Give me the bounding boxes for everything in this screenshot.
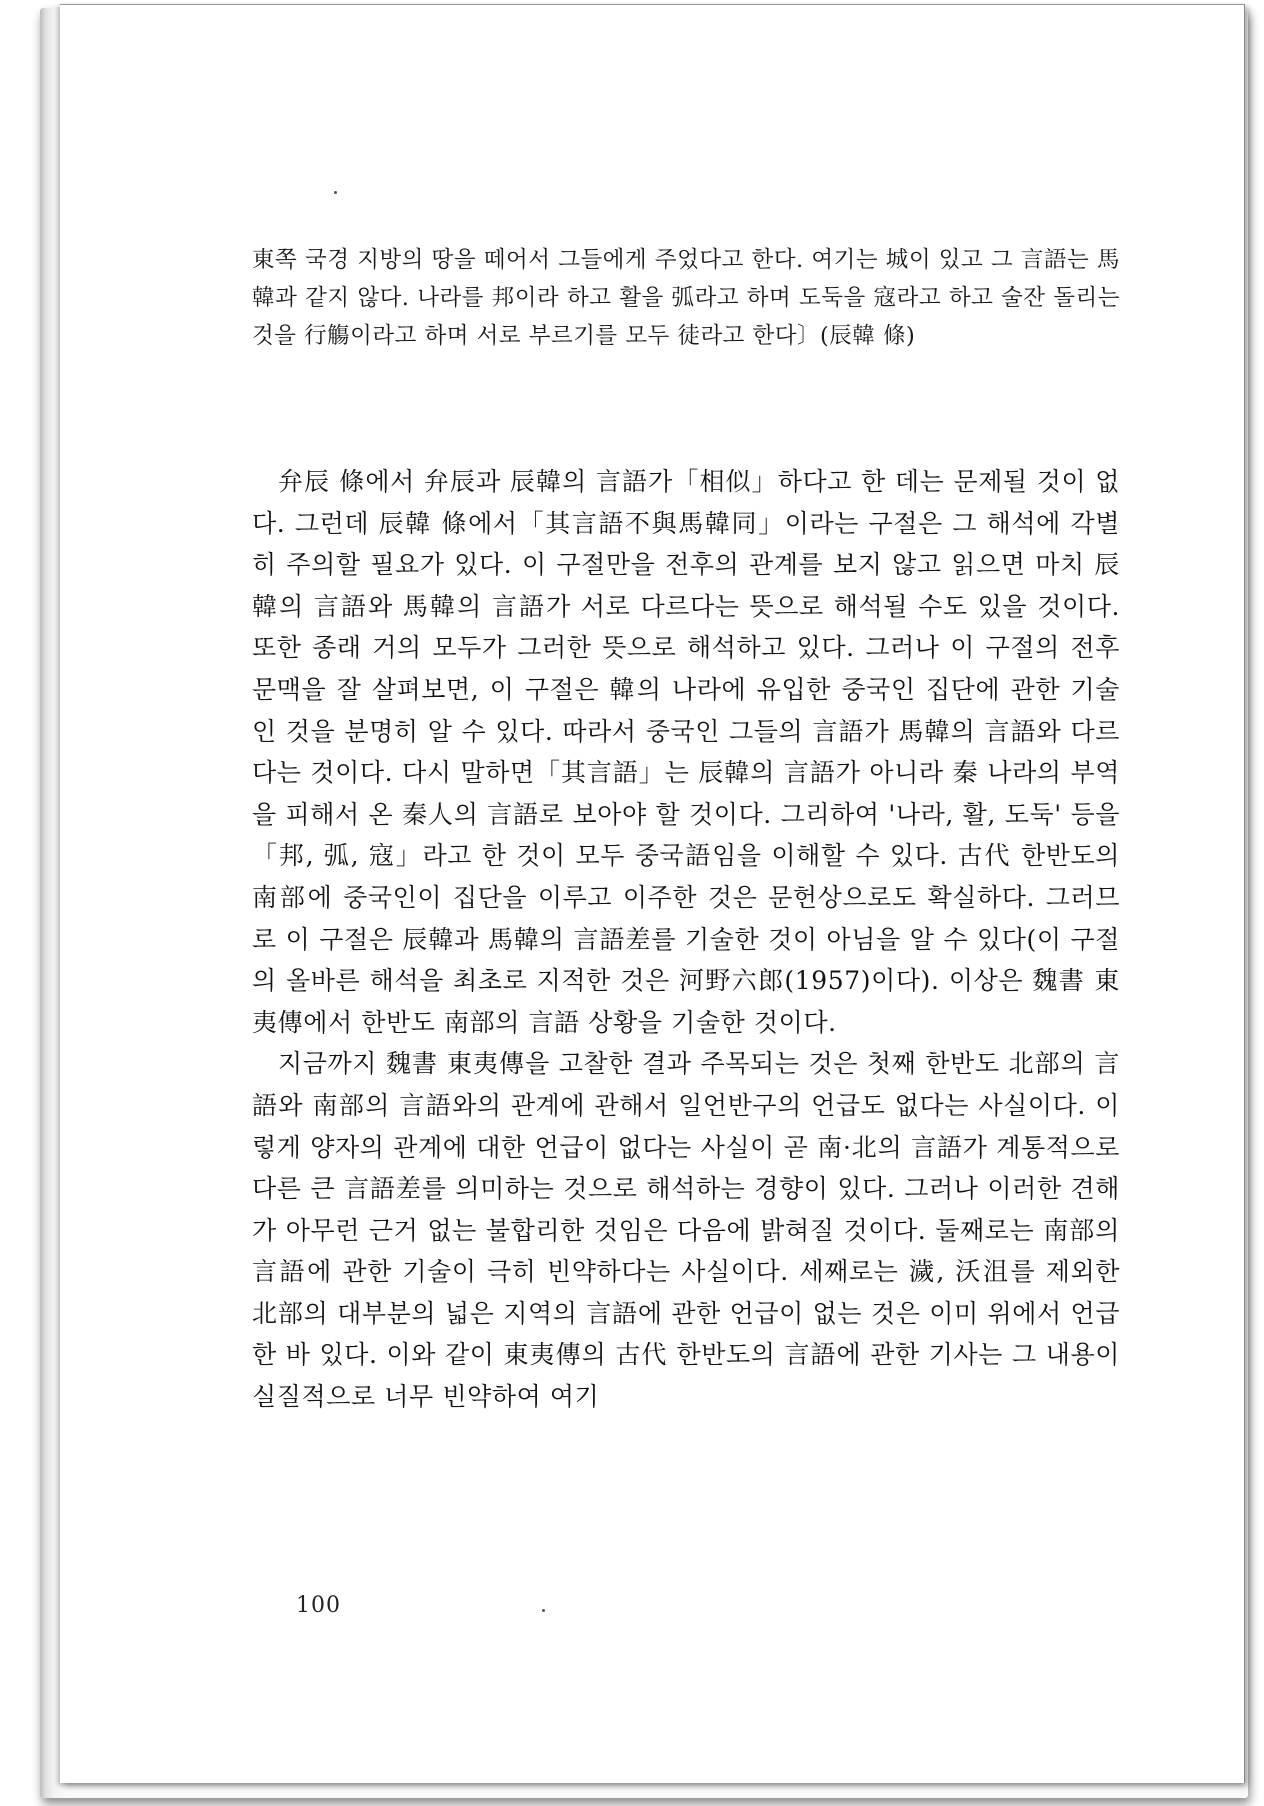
scan-speck [334, 191, 337, 194]
body-text [252, 461, 1120, 1418]
paragraph-1: 弁辰 條에서 弁辰과 辰韓의 言語가「相似」하다고 한 데는 문제될 것이 없다. 그런데 辰韓 條에서「其言語不與馬韓同」이라는 구절은 그 해석에 각별히 주의할 필요가 있다. 이 구절만을 전후의 관계를 보지 않고 읽으면 마치 辰韓의 言語와 馬韓의 言語가 서로 다르다는 뜻으로 해석될 수도 있을 것이다. 또한 종래 거의 모두가 그러한 뜻으로 해석하고 있다. 그러나 이 구절의 전후 문맥을 잘 살펴보면, 이 구절은 韓의 나라에 유입한 중국인 집단에 관한 기술인 것을 분명히 알 수 있다. 따라서 중국인 그들의 言語가 馬韓의 言語와 다르다는 것이다. 다시 말하면「其言語」는 辰韓의 言語가 아니라 秦 나라의 부역을 피해서 온 秦人의 言語로 보아야 할 것이다. 그리하여 '나라, 활, 도둑' 등을「邦, 弧, 寇」라고 한 것이 모두 중국語임을 이해할 수 있다. 古代 한반도의 南部에 중국인이 집단을 이루고 이주한 것은 문헌상으로도 확실하다. 그러므로 이 구절은 辰韓과 馬韓의 言語差를 기술한 것이 아님을 알 수 있다(이 구절의 올바른 해석을 최초로 지적한 것은 河野六郎(1957)이다). 이상은 魏書 東夷傳에서 한반도 南部의 言語 상황을 기술한 것이다. [252, 467, 1120, 1037]
page-number: 100 [296, 1593, 341, 1618]
paragraph-2: 지금까지 魏書 東夷傳을 고찰한 결과 주목되는 것은 첫째 한반도 北部의 言語와 南部의 言語와의 관계에 관해서 일언반구의 언급도 없다는 사실이다. 이렇게 양자의 관계에 대한 언급이 없다는 사실이 곧 南·北의 言語가 계통적으로 다른 큰 言語差를 의미하는 것으로 해석하는 경향이 있다. 그러나 이러한 견해가 아무런 근거 없는 불합리한 것임은 다음에 밝혀질 것이다. 둘째로는 南部의 言語에 관한 기술이 극히 빈약하다는 사실이다. 세째로는 濊, 沃沮를 제외한 北部의 대부분의 넓은 지역의 言語에 관한 언급이 없는 것은 이미 위에서 언급한 바 있다. 이와 같이 東夷傳의 古代 한반도의 言語에 관한 기사는 그 내용이 실질적으로 너무 빈약하여 여기 [252, 1049, 1120, 1412]
quoted-passage: 東쪽 국경 지방의 땅을 떼어서 그들에게 주었다고 한다. 여기는 城이 있고 그 言語는 馬韓과 같지 않다. 나라를 邦이라 하고 활을 弧라고 하며 도둑을 寇라고 하고 술잔 돌리는 것을 行觴이라고 하며 서로 부르기를 모두 徒라고 한다〕(辰韓 條) [252, 247, 1120, 349]
scan-speck [542, 1609, 545, 1612]
book-page [60, 4, 1245, 1783]
